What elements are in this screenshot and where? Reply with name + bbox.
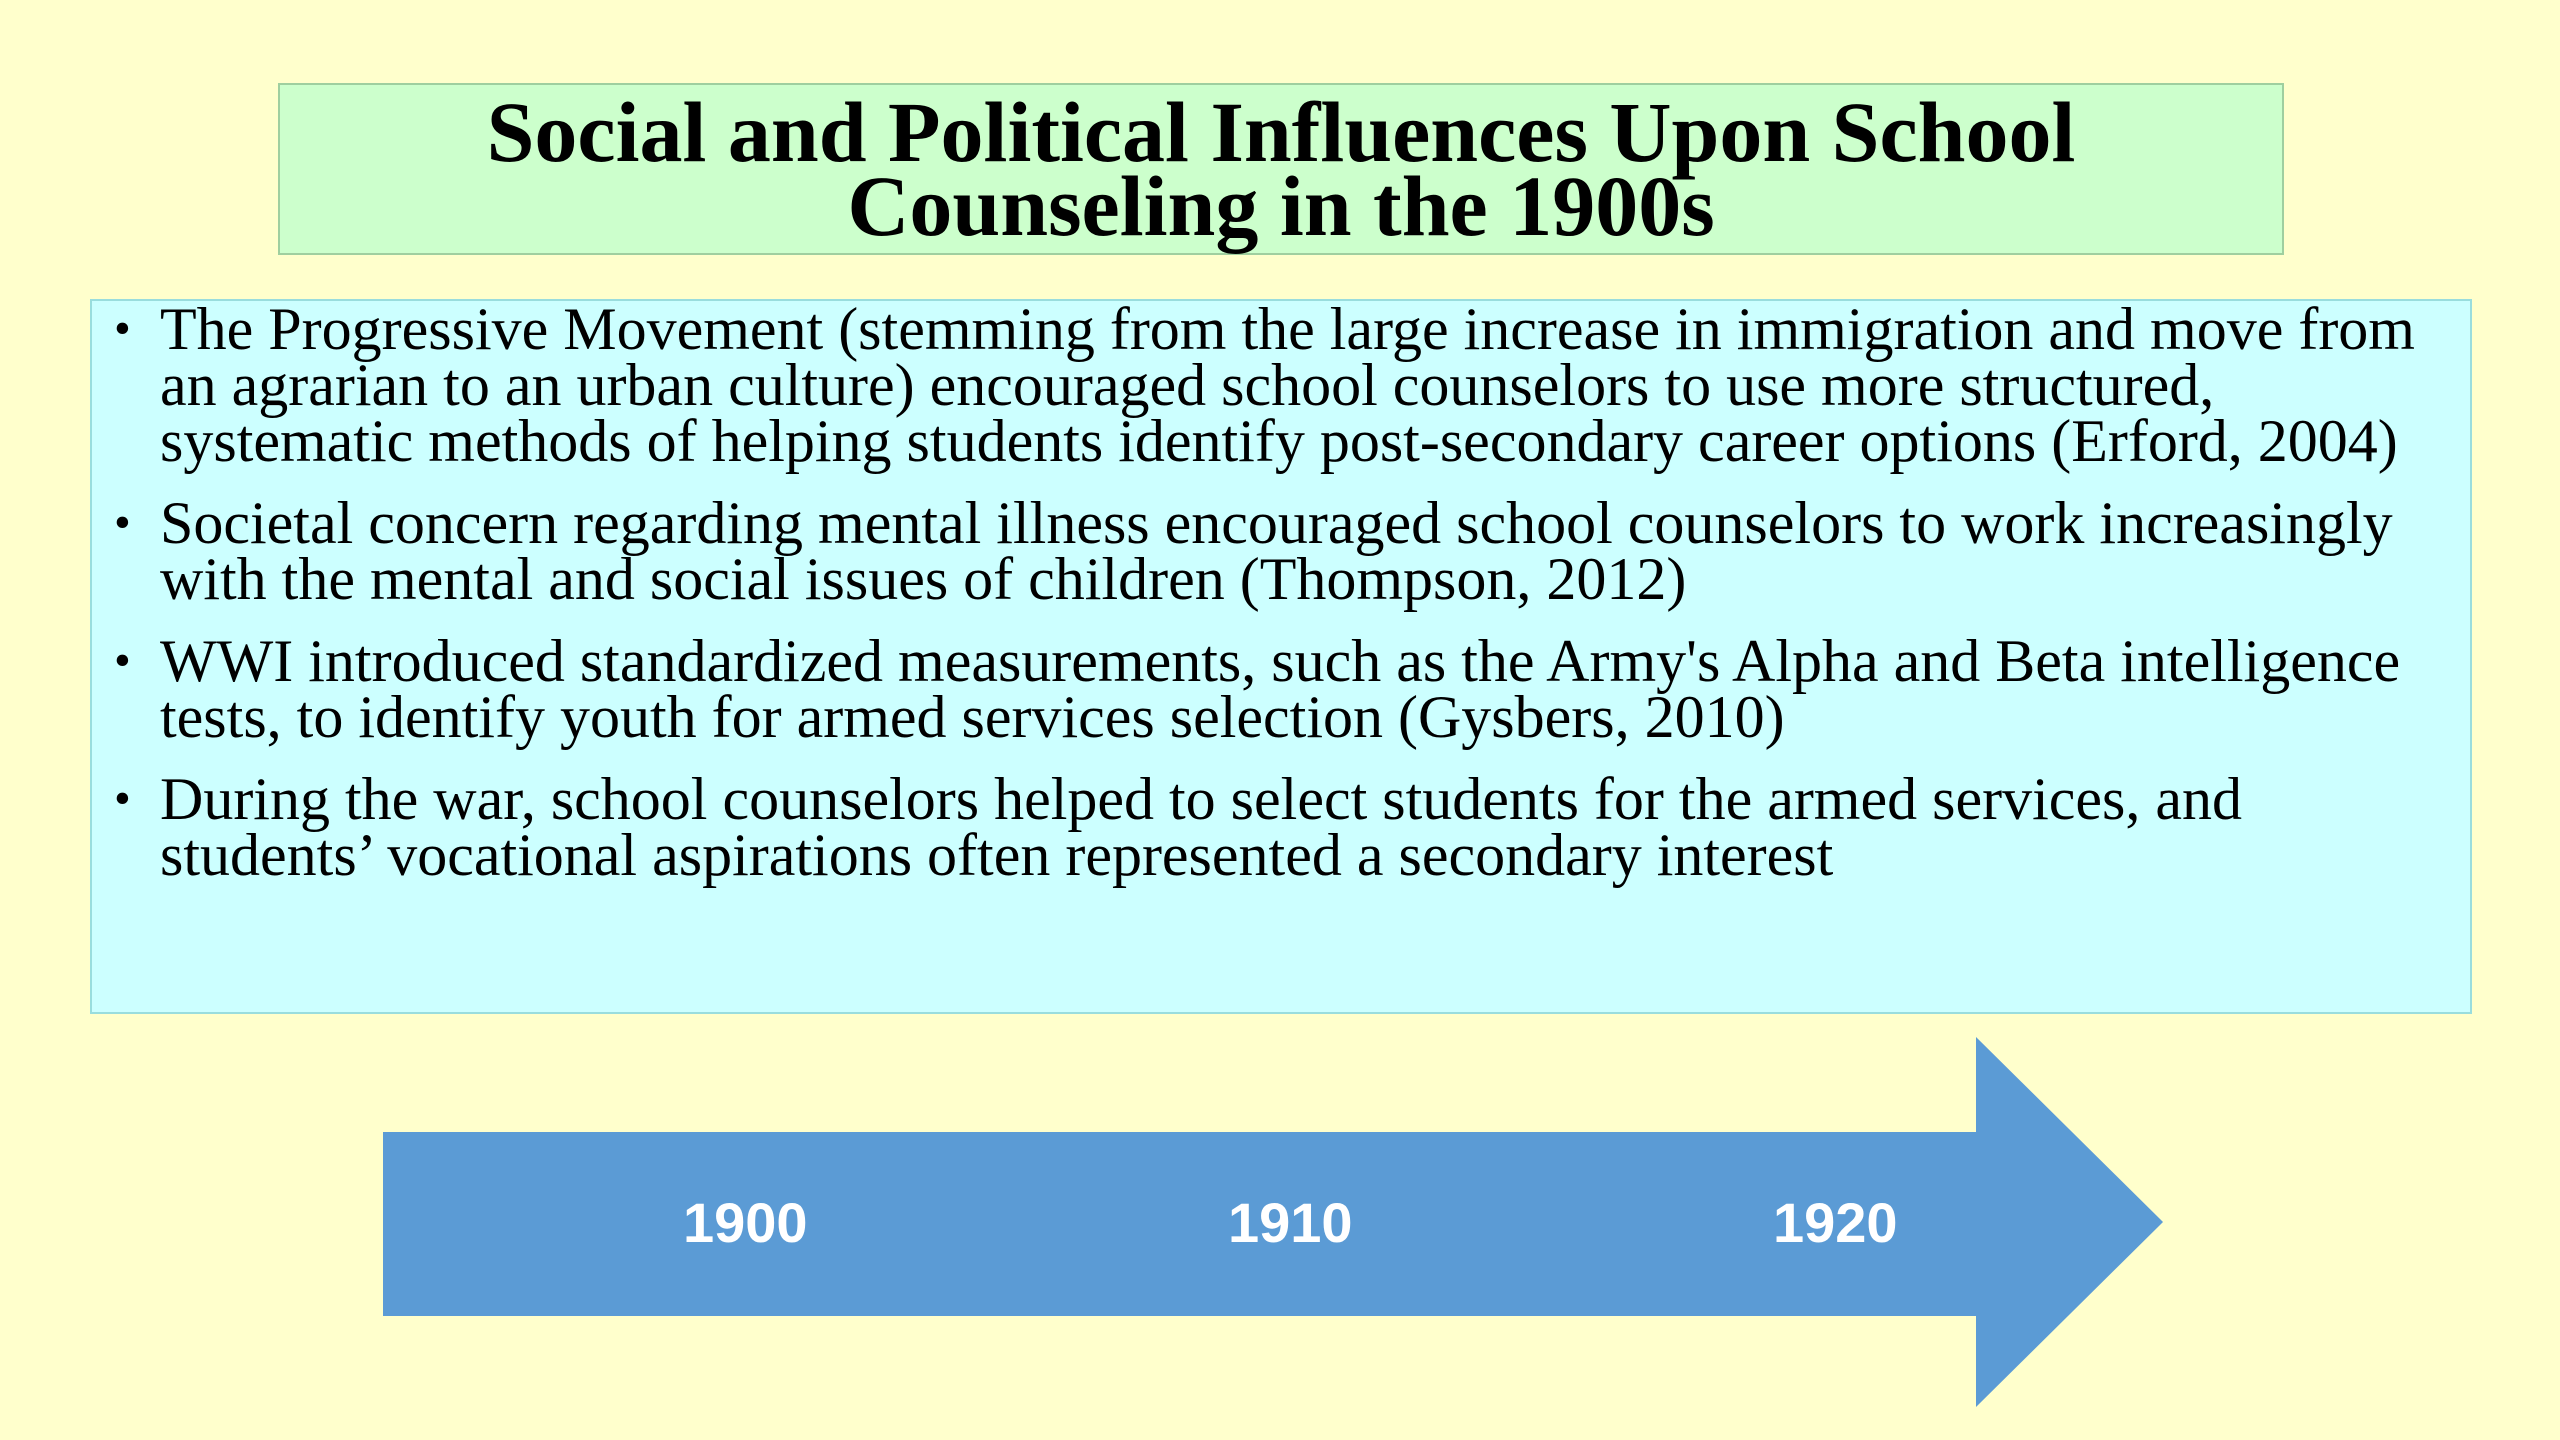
bullet-item-progressive-movement (114, 296, 2430, 474)
bullet-text: Societal concern regarding mental illness encouraged school counselors to work increasingly with the mental and social issues of children (Thompson, 2012) (160, 490, 2393, 612)
bullet-marker: • (114, 634, 131, 687)
bullet-item-wwi-tests (114, 628, 2430, 750)
bullet-text: The Progressive Movement (stemming from the large increase in immigration and move from an agrarian to an urban culture) encouraged school counselors to use more structured, systematic methods of helping students identify post-secondary career options (Erford, 2004) (160, 296, 2415, 474)
slide-title-line-1: Social and Political Influences Upon School (486, 84, 2076, 180)
bullet-marker: • (114, 302, 131, 355)
timeline-year-1900: 1900 (683, 1190, 808, 1254)
bullet-text: WWI introduced standardized measurements, such as the Army's Alpha and Beta intelligence tests, to identify youth for armed services selection (Gysbers, 2010) (160, 628, 2401, 750)
bullet-item-war-selection (114, 766, 2430, 888)
slide-title-line-2: Counseling in the 1900s (847, 158, 1715, 254)
timeline-arrow (383, 1037, 2163, 1407)
bullet-list (114, 296, 2430, 888)
title-box (278, 83, 2284, 255)
bullet-item-mental-illness (114, 490, 2430, 612)
bullet-text: During the war, school counselors helped to select students for the armed services, and students’ vocational aspirations often represented a secondary interest (160, 766, 2242, 888)
content-box (90, 296, 2472, 1014)
timeline-year-1920: 1920 (1773, 1190, 1898, 1254)
bullet-marker: • (114, 496, 131, 549)
timeline-year-1910: 1910 (1228, 1190, 1353, 1254)
slide-title (486, 84, 2076, 254)
bullet-marker: • (114, 772, 131, 825)
